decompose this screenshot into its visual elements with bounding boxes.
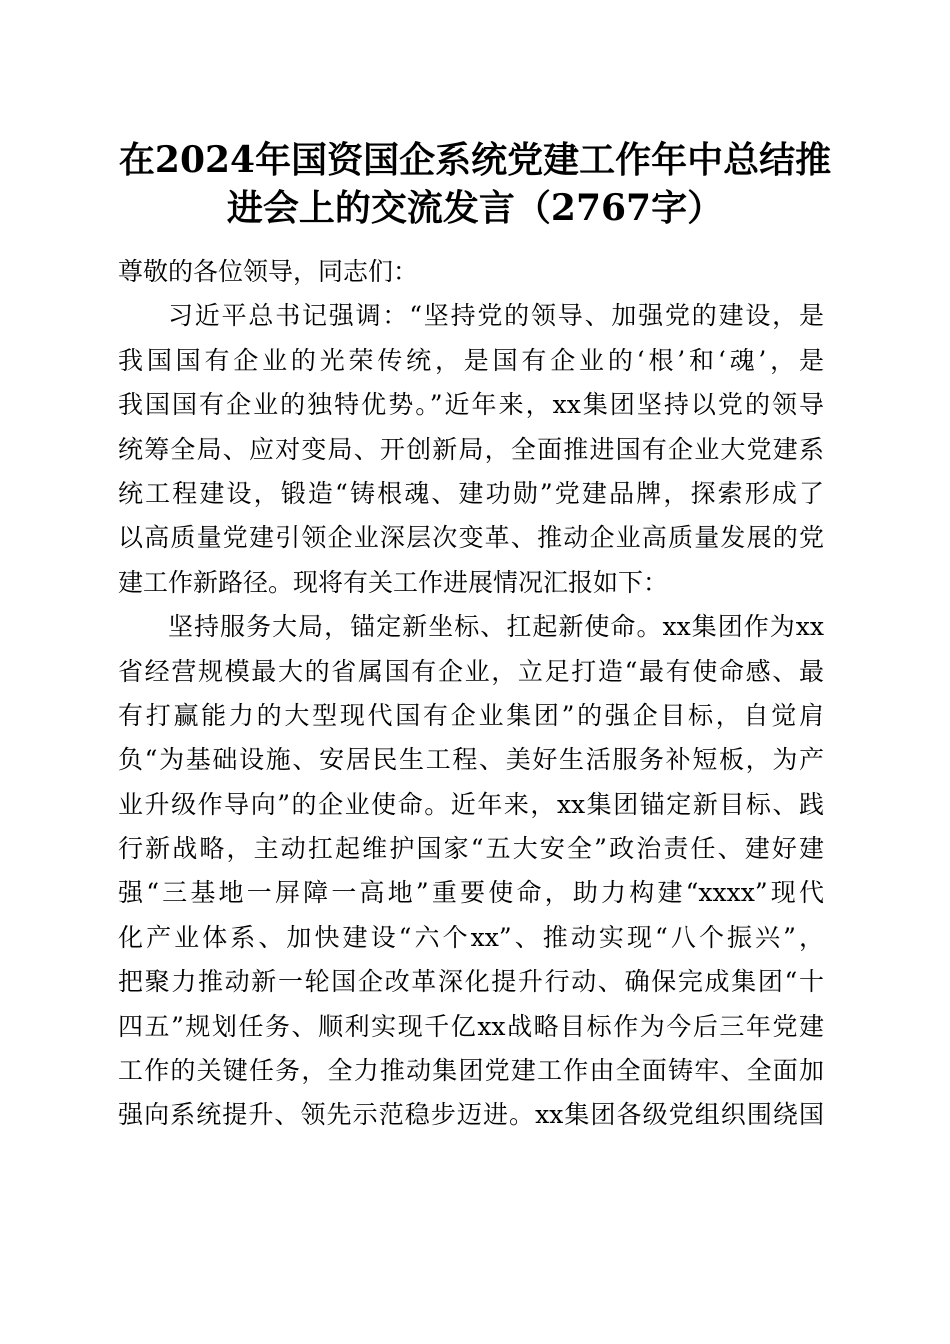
paragraph-line: 我国国有企业的光荣传统，是国有企业的‘根’和‘魂’，是: [118, 345, 824, 375]
title-line-1: 在2024年国资国企系统党建工作年中总结推: [118, 139, 832, 181]
paragraph-line: 有打赢能力的大型现代国有企业集团”的强企目标，自觉肩: [118, 700, 824, 730]
salutation: 尊敬的各位领导，同志们：: [118, 257, 419, 286]
paragraph-2: [118, 605, 824, 1138]
document-body: [118, 250, 824, 1138]
paragraph-line: 强“三基地一屏障一高地”重要使命，助力构建“xxxx”现代: [118, 878, 824, 908]
paragraph-line: 化产业体系、加快建设“六个xx”、推动实现“八个振兴”，: [118, 922, 824, 952]
paragraph-line: 以高质量党建引领企业深层次变革、推动企业高质量发展的党: [118, 523, 824, 553]
paragraph-line: 强向系统提升、领先示范稳步迈进。xx集团各级党组织围绕国: [118, 1100, 824, 1130]
paragraph-line: 业升级作导向”的企业使命。近年来，xx集团锚定新目标、践: [118, 789, 824, 819]
paragraph-line: 行新战略，主动扛起维护国家“五大安全”政治责任、建好建: [118, 834, 824, 864]
paragraph-line: 统筹全局、应对变局、开创新局，全面推进国有企业大党建系: [118, 434, 824, 464]
paragraph-line: 习近平总书记强调：“坚持党的领导、加强党的建设，是: [168, 301, 824, 331]
paragraph-line: 统工程建设，锻造“铸根魂、建功勋”党建品牌，探索形成了: [118, 478, 824, 508]
paragraph-line: 负“为基础设施、安居民生工程、美好生活服务补短板，为产: [118, 745, 824, 775]
paragraph-line: 省经营规模最大的省属国有企业，立足打造“最有使命感、最: [118, 656, 824, 686]
paragraph-line: 建工作新路径。现将有关工作进展情况汇报如下：: [118, 567, 669, 597]
paragraph-line: 把聚力推动新一轮国企改革深化提升行动、确保完成集团“十: [118, 967, 824, 997]
paragraph-line: 四五”规划任务、顺利实现千亿xx战略目标作为今后三年党建: [118, 1011, 824, 1041]
document-title: [118, 136, 832, 232]
paragraph-1: [118, 294, 824, 605]
title-line-2: 进会上的交流发言（2767字）: [226, 187, 724, 229]
paragraph-line: 坚持服务大局，锚定新坐标、扛起新使命。xx集团作为xx: [168, 612, 824, 642]
paragraph-line: 我国国有企业的独特优势。”近年来，xx集团坚持以党的领导: [118, 390, 824, 420]
paragraph-line: 工作的关键任务，全力推动集团党建工作由全面铸牢、全面加: [118, 1056, 824, 1086]
